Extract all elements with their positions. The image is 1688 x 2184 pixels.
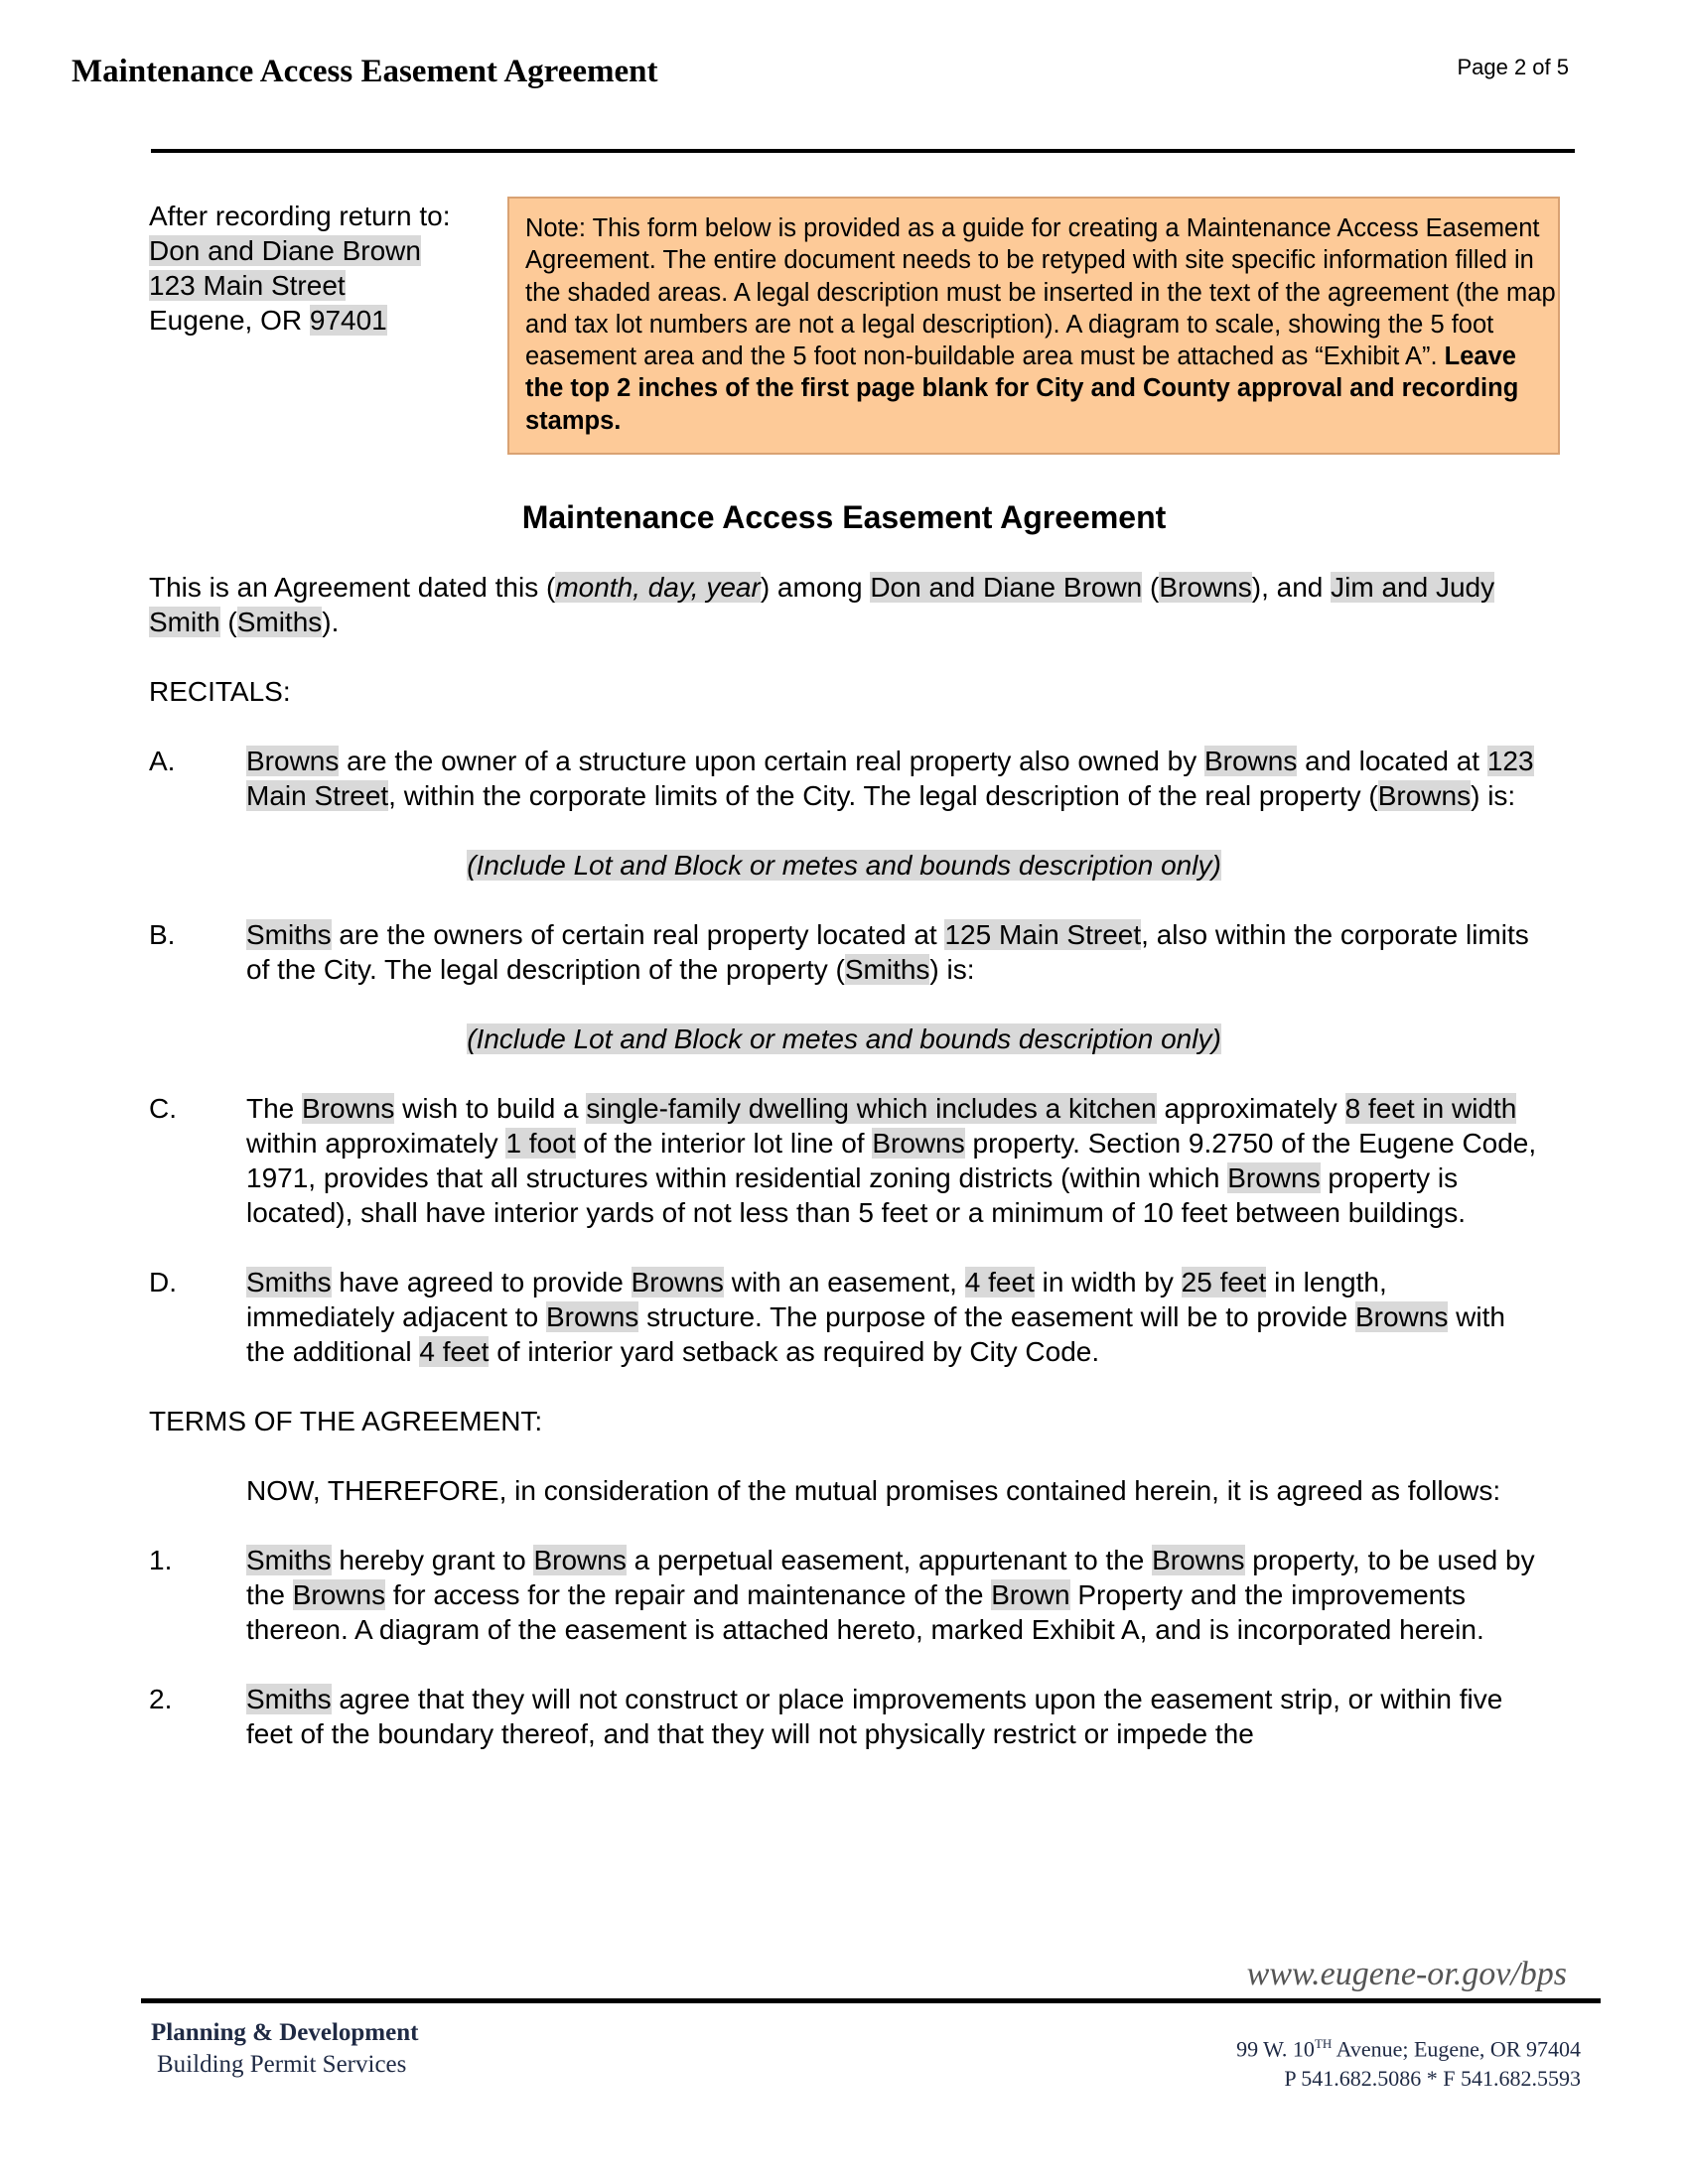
fill-in-field: 125 Main Street — [944, 919, 1142, 950]
text-segment: hereby grant to — [331, 1545, 534, 1575]
paragraph — [149, 674, 1539, 709]
fill-in-field: Browns — [872, 1128, 965, 1159]
return-street: 123 Main Street — [149, 270, 346, 301]
fill-in-field: Smiths — [246, 1684, 332, 1714]
fill-in-field: Browns — [1377, 780, 1472, 811]
fill-in-field: Jim and Judy Smith — [149, 572, 1495, 637]
note-bold-text: Leave the top 2 inches of the first page blank for City and County approval and recording stamps. — [525, 342, 1519, 435]
text-segment: NOW, THEREFORE, in consideration of the mutual promises contained herein, it is agreed as follows: — [246, 1475, 1501, 1506]
item-text — [246, 1265, 1539, 1369]
text-segment: ( — [546, 572, 556, 603]
legal-description-placeholder — [149, 848, 1539, 883]
fill-in-field: Browns — [292, 1579, 386, 1610]
text-segment: a perpetual easement, appurtenant to the — [626, 1545, 1153, 1575]
text-segment: in length, immediately adjacent to — [246, 1267, 1387, 1332]
item-text — [246, 1091, 1539, 1230]
fill-in-field: Browns — [533, 1545, 627, 1575]
text-segment: ), and — [1251, 572, 1332, 603]
text-segment: of interior yard setback as required by City Code. — [489, 1336, 1100, 1367]
fill-in-field: 4 feet — [419, 1336, 490, 1367]
document-title: Maintenance Access Easement Agreement — [521, 499, 1167, 535]
text-segment: in width by — [1034, 1267, 1182, 1297]
fill-in-field: 8 feet in width — [1344, 1093, 1517, 1124]
item-label: A. — [149, 746, 176, 776]
item-label: C. — [149, 1093, 177, 1124]
text-segment: within approximately — [246, 1128, 506, 1159]
fill-in-field: Smiths — [236, 607, 323, 637]
recital-item — [149, 744, 1539, 813]
fill-in-field: Browns — [631, 1267, 724, 1297]
department-name: Planning & Development — [151, 2019, 419, 2046]
paragraph — [149, 570, 1539, 639]
recital-item — [149, 1543, 1539, 1647]
return-name: Don and Diane Brown — [149, 235, 421, 266]
header-rule — [151, 149, 1575, 153]
text-segment: and located at — [1297, 746, 1487, 776]
paragraph — [149, 1404, 1539, 1438]
return-address — [149, 199, 450, 338]
recital-item — [149, 917, 1539, 987]
text-segment: with the additional — [246, 1301, 1505, 1367]
recital-item — [149, 1091, 1539, 1230]
recital-item — [149, 1265, 1539, 1369]
fill-in-field: Brown — [991, 1579, 1070, 1610]
paragraph — [149, 1473, 1539, 1508]
phone-fax: P 541.682.5086 * F 541.682.5593 — [1284, 2066, 1581, 2092]
text-segment: ) is: — [929, 954, 975, 985]
text-segment: have agreed to provide — [331, 1267, 632, 1297]
item-label: B. — [149, 919, 176, 950]
fill-in-field: Browns — [545, 1301, 639, 1332]
text-segment: among — [770, 572, 871, 603]
fill-in-field: (Include Lot and Block or metes and bounds description only) — [467, 850, 1221, 881]
text-segment: are the owner of a structure upon certain real property also owned by — [339, 746, 1204, 776]
fill-in-field: Smiths — [844, 954, 930, 985]
fill-in-field: 1 foot — [505, 1128, 576, 1159]
item-label: 2. — [149, 1684, 173, 1714]
note-text: Note: This form below is provided as a guide for creating a Maintenance Access Easement Agreement. The entire document needs to be retyped with site specific information filled in the shaded areas. A legal description must be inserted in the text of the agreement (the map and tax lot numbers are not a legal description). A diagram to scale, showing the 5 foot easement area and the 5 foot non-buildable area must be attached as “Exhibit A”. — [525, 214, 1556, 371]
legal-description-placeholder — [149, 1022, 1539, 1056]
page-number: Page 2 of 5 — [1457, 55, 1569, 79]
text-segment: The — [246, 1093, 303, 1124]
contact-block — [1236, 2029, 1581, 2094]
fill-in-field: 123 Main Street — [246, 746, 1534, 811]
item-text — [246, 744, 1539, 813]
return-city: Eugene, OR — [149, 305, 310, 336]
fill-in-field: single-family dwelling which includes a kitchen — [586, 1093, 1157, 1124]
fill-in-field: (Include Lot and Block or metes and bounds description only) — [467, 1024, 1221, 1054]
text-segment: wish to build a — [394, 1093, 587, 1124]
fill-in-field: 4 feet — [964, 1267, 1035, 1297]
text-segment: ) is: — [1471, 780, 1516, 811]
item-text — [246, 1543, 1539, 1647]
text-segment: approximately — [1156, 1093, 1345, 1124]
text-segment: RECITALS: — [149, 676, 291, 707]
address: 99 W. 10TH Avenue; Eugene, OR 97404 — [1236, 2036, 1581, 2062]
text-segment: ) — [760, 572, 771, 603]
fill-in-field: Smiths — [246, 1545, 332, 1575]
text-segment: , also within the corporate limits of the City. The legal description of the property ( — [246, 919, 1529, 985]
fill-in-field: Smiths — [246, 919, 332, 950]
department-block — [151, 2017, 418, 2081]
text-segment: of the interior lot line of — [575, 1128, 873, 1159]
text-segment: ( — [1142, 572, 1160, 603]
fill-in-field: Browns — [1203, 746, 1298, 776]
website-link[interactable]: www.eugene-or.gov/bps — [1246, 1956, 1567, 1992]
text-segment: for access for the repair and maintenance of the — [385, 1579, 992, 1610]
item-text — [246, 917, 1539, 987]
note-box — [507, 197, 1560, 455]
header-title: Maintenance Access Easement Agreement — [71, 54, 658, 89]
text-segment: agree that they will not construct or place improvements upon the easement strip, or within five feet of the boundary thereof, and that they will not physically restrict or impede the — [246, 1684, 1503, 1749]
text-segment: property, to be used by the — [246, 1545, 1535, 1610]
text-segment: structure. The purpose of the easement will be to provide — [638, 1301, 1355, 1332]
text-segment: property. Section 9.2750 of the Eugene Code, 1971, provides that all structures within residential zoning districts (within which — [246, 1128, 1537, 1193]
fill-in-field: Smiths — [246, 1267, 332, 1297]
fill-in-field: Browns — [1227, 1162, 1321, 1193]
fill-in-field: Don and Diane Brown — [870, 572, 1143, 603]
text-segment: with an easement, — [723, 1267, 965, 1297]
text-segment: This is an Agreement dated this — [149, 572, 546, 603]
text-segment: are the owners of certain real property located at — [331, 919, 945, 950]
agreement-body — [149, 570, 1539, 1786]
text-segment: Property and the improvements thereon. A diagram of the easement is attached hereto, marked Exhibit A, and is incorporated herein. — [246, 1579, 1484, 1645]
return-zip: 97401 — [309, 305, 387, 336]
item-label: 1. — [149, 1545, 173, 1575]
text-segment: TERMS OF THE AGREEMENT: — [149, 1406, 543, 1436]
item-label: D. — [149, 1267, 177, 1297]
fill-in-field: Browns — [1354, 1301, 1449, 1332]
text-segment: ( — [219, 607, 237, 637]
fill-in-field: Browns — [246, 746, 340, 776]
fill-in-field: Browns — [1159, 572, 1252, 603]
division-name: Building Permit Services — [157, 2051, 407, 2078]
text-segment: property is located), shall have interior yards of not less than 5 feet or a minimum of 10 feet between buildings. — [246, 1162, 1467, 1228]
fill-in-field: Browns — [302, 1093, 395, 1124]
item-text — [246, 1682, 1539, 1751]
fill-in-field: Browns — [1152, 1545, 1245, 1575]
fill-in-field: 25 feet — [1181, 1267, 1267, 1297]
return-label: After recording return to: — [149, 201, 451, 231]
text-segment: ). — [322, 607, 340, 637]
footer-rule — [141, 1998, 1601, 2003]
text-segment: , within the corporate limits of the City. The legal description of the real property ( — [388, 780, 1378, 811]
fill-in-field: month, day, year — [555, 572, 761, 603]
recital-item — [149, 1682, 1539, 1751]
